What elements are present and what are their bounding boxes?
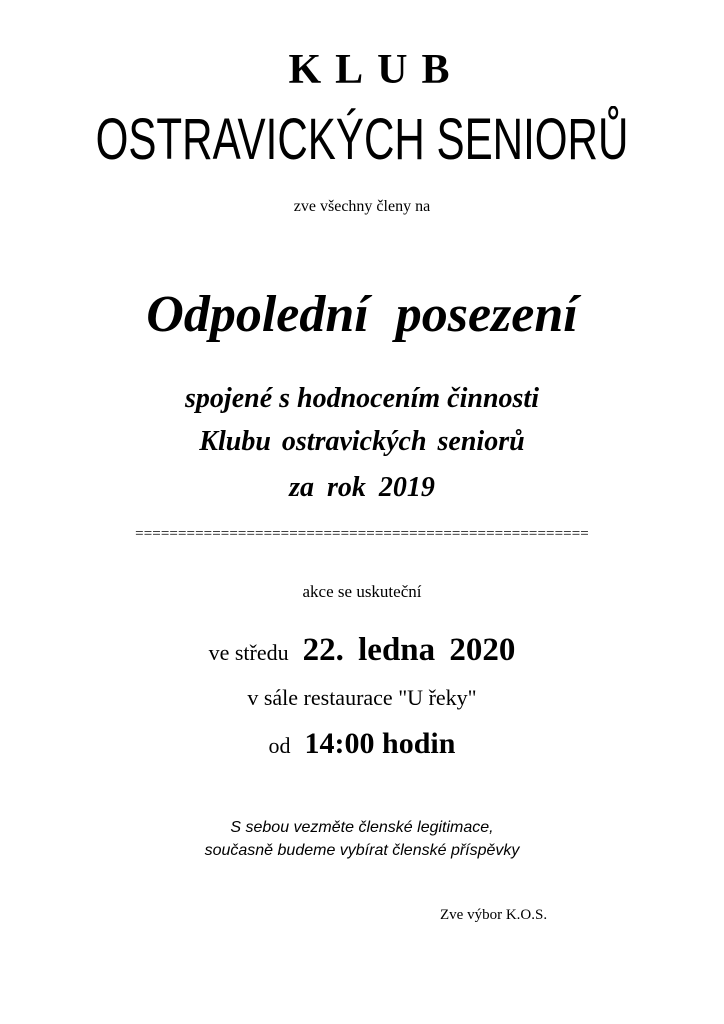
date-value: 22. ledna 2020: [302, 632, 516, 668]
event-venue: v sále restaurace "U řeky": [247, 685, 477, 710]
event-subtitle-line3: za rok 2019: [289, 472, 435, 503]
event-time: [0, 722, 724, 771]
club-name: OSTRAVICKÝCH SENIORŮ: [95, 107, 629, 173]
event-subtitle-line1: spojené s hodnocením činnosti: [185, 383, 539, 414]
event-date: [0, 628, 724, 678]
event-subtitle-line2: Klubu ostravických seniorů: [199, 426, 525, 457]
time-value: 14:00 hodin: [304, 727, 456, 760]
invite-text: zve všechny členy na: [293, 198, 431, 215]
signature: Zve výbor K.O.S.: [440, 907, 548, 923]
note-line2: současně budeme vybírat členské příspěvky: [204, 842, 520, 859]
divider-line: =====================================================: [135, 526, 589, 542]
date-prefix: ve středu: [208, 640, 289, 665]
event-title: Odpolední posezení: [146, 286, 578, 343]
note-line1: S sebou vezměte členské legitimace,: [230, 819, 494, 836]
club-word: KLUB: [288, 47, 464, 93]
announcement-text: akce se uskuteční: [302, 582, 422, 601]
time-prefix: od: [268, 733, 291, 758]
